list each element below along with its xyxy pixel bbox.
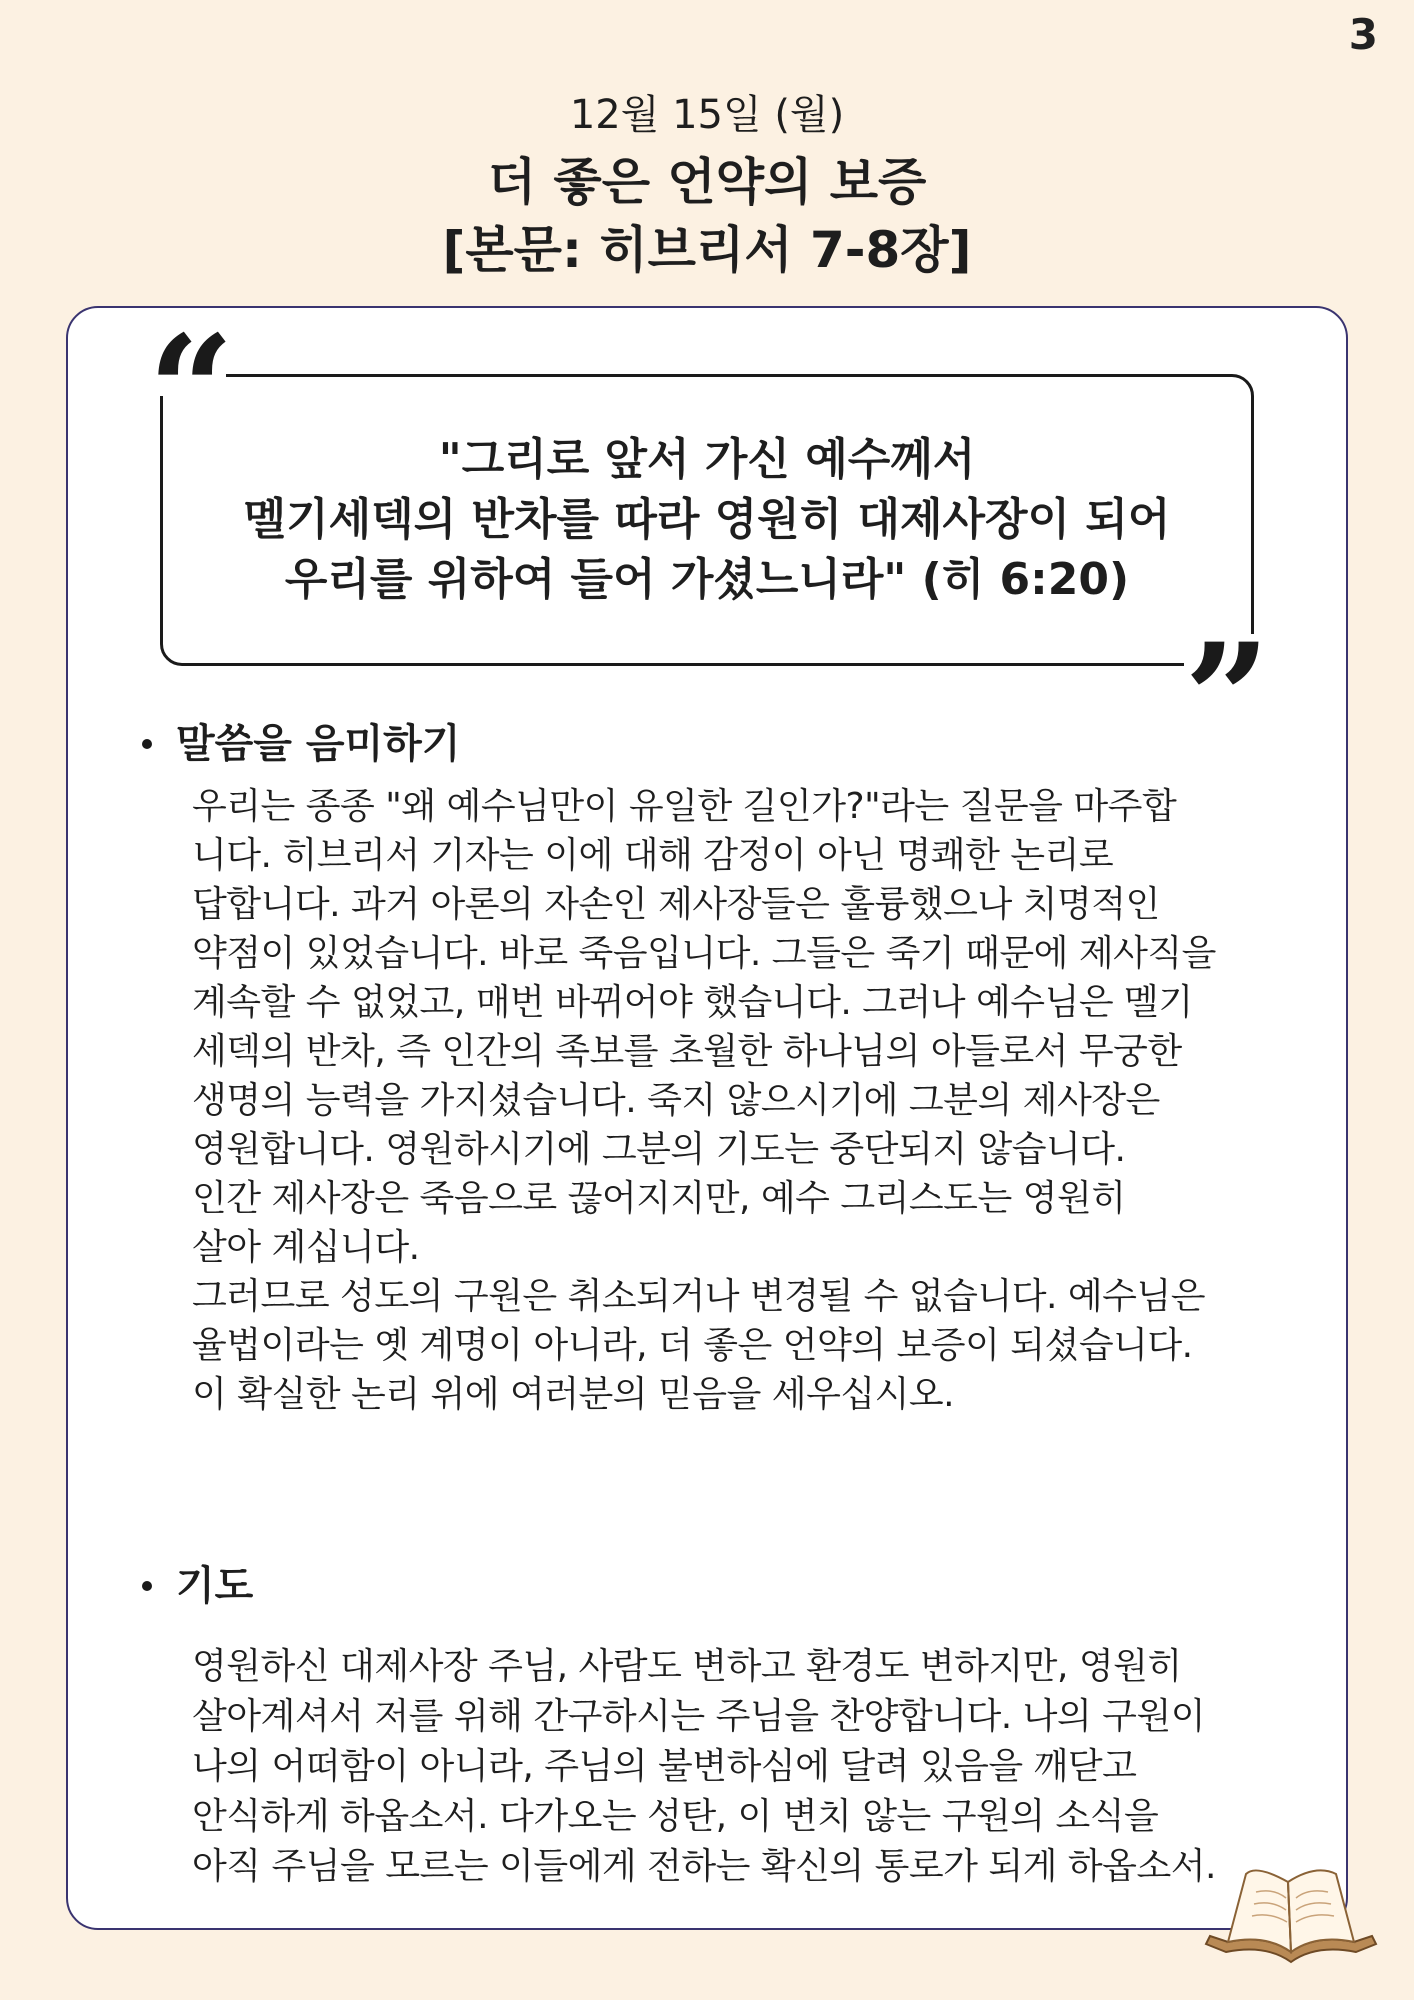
quote-box [160,374,1254,666]
body-line: 답합니다. 과거 아론의 자손인 제사장들은 훌륭했으나 치명적인 [192,884,1160,925]
scripture-passage: [본문: 히브리서 7-8장] [442,221,972,279]
body-line: 이 확실한 논리 위에 여러분의 믿음을 세우십시오. [192,1374,955,1415]
prayer-section [142,1558,1292,1892]
body-line: 인간 제사장은 죽음으로 끊어지지만, 예수 그리스도는 영원히 [192,1178,1126,1219]
content-card [66,303,1348,1930]
section-heading [142,1558,1292,1614]
body-line: 세덱의 반차, 즉 인간의 족보를 초월한 하나님의 아들로서 무궁한 [192,1031,1182,1072]
prayer-heading: 기도 [176,1563,254,1609]
date-label: 12월 15일 (월) [569,92,845,138]
header [0,88,1414,282]
body-line: 그러므로 성도의 구원은 취소되거나 변경될 수 없습니다. 예수님은 [192,1276,1205,1317]
page-title: 더 좋은 언약의 보증 [487,153,927,211]
body-line: 안식하게 하옵소서. 다가오는 성탄, 이 변치 않는 구원의 소식을 [192,1796,1159,1837]
open-quote-icon: “ [148,303,235,479]
body-line: 나의 어떠함이 아니라, 주님의 불변하심에 달려 있음을 깨닫고 [192,1746,1137,1787]
body-line: 약점이 있었습니다. 바로 죽음입니다. 그들은 죽기 때문에 제사직을 [192,933,1216,974]
body-line: 살아계셔서 저를 위해 간구하시는 주님을 찬양합니다. 나의 구원이 [192,1696,1205,1737]
body-line: 우리는 종종 "왜 예수님만이 유일한 길인가?"라는 질문을 마주합 [192,786,1177,827]
meditation-body [192,782,1292,1419]
body-line: 생명의 능력을 가지셨습니다. 죽지 않으시기에 그분의 제사장은 [192,1080,1160,1121]
quote-line: 우리를 위하여 들어 가셨느니라" (히 6:20) [284,554,1130,605]
quote-line: "그리로 앞서 가신 예수께서 [438,434,976,485]
close-quote-icon: ” [1184,611,1271,787]
body-line: 율법이라는 옛 계명이 아니라, 더 좋은 언약의 보증이 되셨습니다. [192,1325,1193,1366]
open-book-icon [1196,1852,1386,1972]
body-line: 아직 주님을 모르는 이들에게 전하는 확신의 통로가 되게 하옵소서. [192,1846,1216,1887]
body-line: 니다. 히브리서 기자는 이에 대해 감정이 아닌 명쾌한 논리로 [192,835,1114,876]
bullet-icon [142,739,152,749]
meditation-heading: 말씀을 음미하기 [176,721,461,767]
body-line: 영원하신 대제사장 주님, 사람도 변하고 환경도 변하지만, 영원히 [192,1646,1182,1687]
page-number: 3 [1348,10,1378,59]
prayer-body [192,1642,1292,1892]
body-line: 영원합니다. 영원하시기에 그분의 기도는 중단되지 않습니다. [192,1129,1126,1170]
body-line: 계속할 수 없었고, 매번 바뀌어야 했습니다. 그러나 예수님은 멜기 [192,982,1193,1023]
body-line: 살아 계십니다. [192,1227,420,1268]
section-heading [142,716,1292,772]
meditation-section [142,716,1292,1419]
quote-line: 멜기세덱의 반차를 따라 영원히 대제사장이 되어 [243,494,1171,545]
bullet-icon [142,1581,152,1591]
